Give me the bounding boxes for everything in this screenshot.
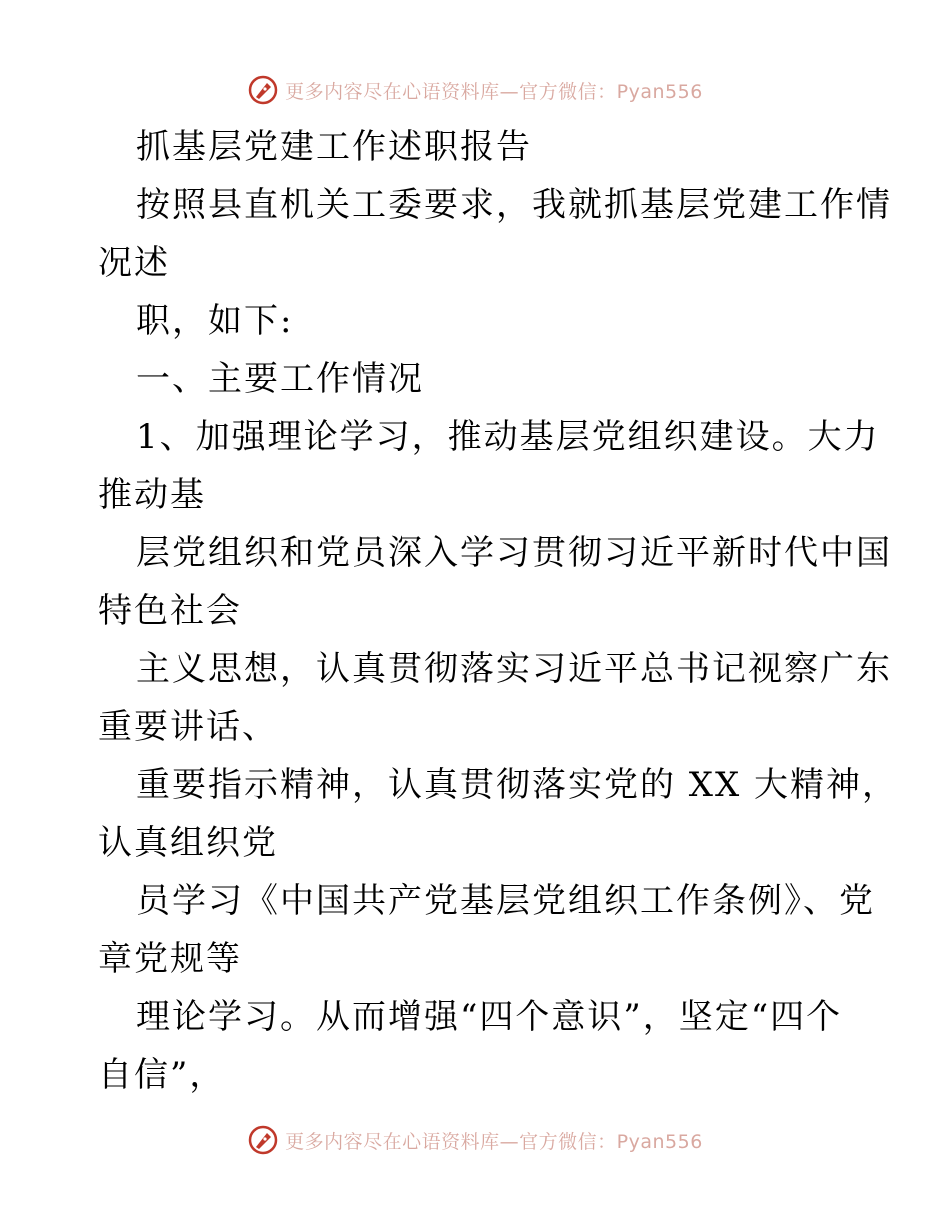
text-line: 章党规等 — [98, 939, 242, 979]
footer-banner — [0, 1120, 950, 1160]
header-banner-text: 更多内容尽在心语资料库—官方微信：Pyan556 — [285, 80, 703, 103]
text-line: 一、主要工作情况 — [136, 359, 424, 399]
text-line: 自信”， — [98, 1055, 226, 1095]
header-banner — [0, 70, 950, 110]
text-line: 层党组织和党员深入学习贯彻习近平新时代中国 — [136, 533, 892, 573]
text-line: 况述 — [98, 243, 170, 283]
pen-nib-logo-icon — [247, 74, 279, 106]
text-line: 重要讲话、 — [98, 707, 278, 747]
text-line: 1、加强理论学习，推动基层党组织建设。大力 — [136, 417, 880, 457]
text-line: 主义思想，认真贯彻落实习近平总书记视察广东 — [136, 649, 892, 689]
pen-nib-logo-icon — [247, 1124, 279, 1156]
text-line: 按照县直机关工委要求，我就抓基层党建工作情 — [136, 185, 892, 225]
text-line: 员学习《中国共产党基层党组织工作条例》、党 — [136, 881, 875, 921]
text-line: 推动基 — [98, 475, 206, 515]
text-line: 理论学习。从而增强“四个意识”，坚定“四个 — [136, 997, 843, 1037]
text-line: 认真组织党 — [98, 823, 278, 863]
text-line: 抓基层党建工作述职报告 — [136, 127, 532, 167]
text-line: 特色社会 — [98, 591, 242, 631]
text-line: 重要指示精神，认真贯彻落实党的 XX 大精神， — [136, 765, 899, 805]
footer-banner-text: 更多内容尽在心语资料库—官方微信：Pyan556 — [285, 1130, 703, 1153]
text-line: 职，如下: — [136, 301, 294, 341]
document-body — [98, 118, 899, 1104]
